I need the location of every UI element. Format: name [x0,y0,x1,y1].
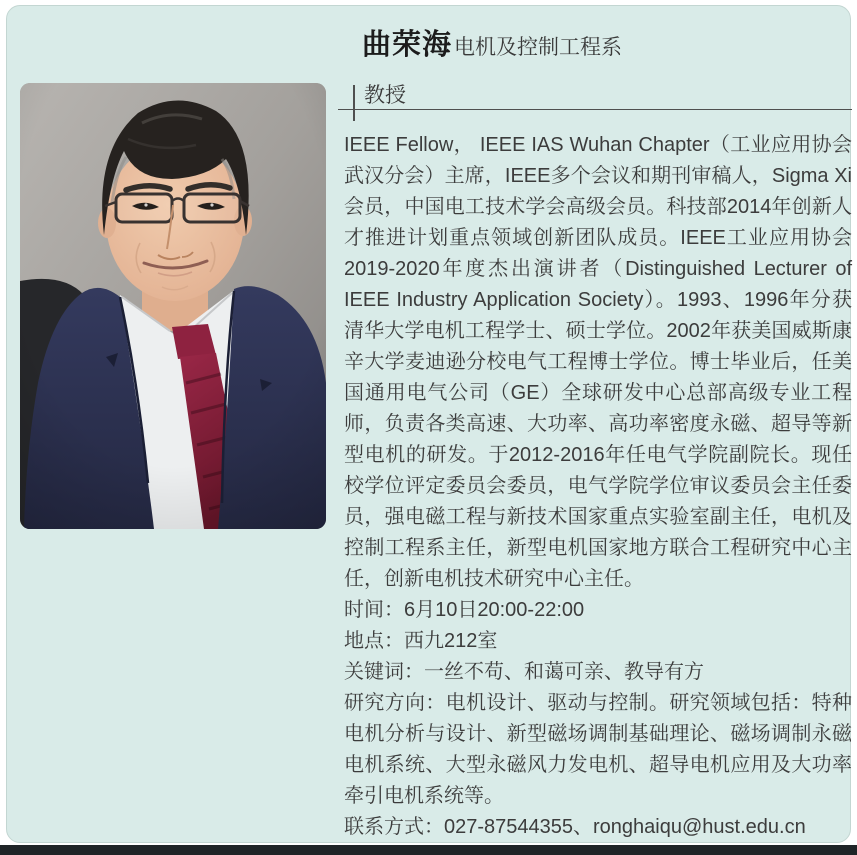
profile-card [6,5,851,843]
department-label: 电机及控制工程系 [454,36,623,59]
research-paragraph: 研究方向：电机设计、驱动与控制。研究领域包括：特种电机分析与设计、新型磁场调制基础理论、磁场调制永磁电机系统、大型永磁风力发电机、超导电机应用及大功率牵引电机系统等。 [344,692,852,807]
keywords-line: 关键词：一丝不苟、和蔼可亲、教导有方 [344,661,704,683]
contact-line: 联系方式：027-87544355、ronghaiqu@hust.edu.cn [344,816,806,838]
portrait-illustration [20,83,326,529]
title-vertical-bar [353,85,355,121]
professor-name: 曲荣海 [362,29,453,61]
header-row [362,22,622,63]
professor-title: 教授 [364,84,406,107]
location-line: 地点：西九212室 [344,630,498,652]
bio-section [344,130,852,843]
time-line: 时间：6月10日20:00-22:00 [344,599,585,621]
bottom-bar [0,845,857,855]
header-divider [338,109,852,110]
professor-photo [20,83,326,529]
bio-paragraph: IEEE Fellow， IEEE IAS Wuhan Chapter（工业应用协会武汉分会）主席，IEEE多个会议和期刊审稿人，Sigma Xi会员，中国电工技术学会高级会员。科技部2014年创新人才推进计划重点领域创新团队成员。IEEE工业应用协会2019-2020年度杰出演讲者（Distinguished Lecturer of IEEE Industry Application Society）。1993、1996年分获清华大学电机工程学士、硕士学位。2002年获美国威斯康辛大学麦迪逊分校电气工程博士学位。博士毕业后，任美国通用电气公司（GE）全球研发中心总部高级专业工程师，负责各类高速、大功率、高功率密度永磁、超导等新型电机的研发。于2012-2016年任电气学院副院长。现任校学位评定委员会委员，电气学院学位审议委员会主任委员，强电磁工程与新技术国家重点实验室副主任，电机及控制工程系主任，新型电机国家地方联合工程研究中心主任，创新电机技术研究中心主任。 [344,134,852,590]
